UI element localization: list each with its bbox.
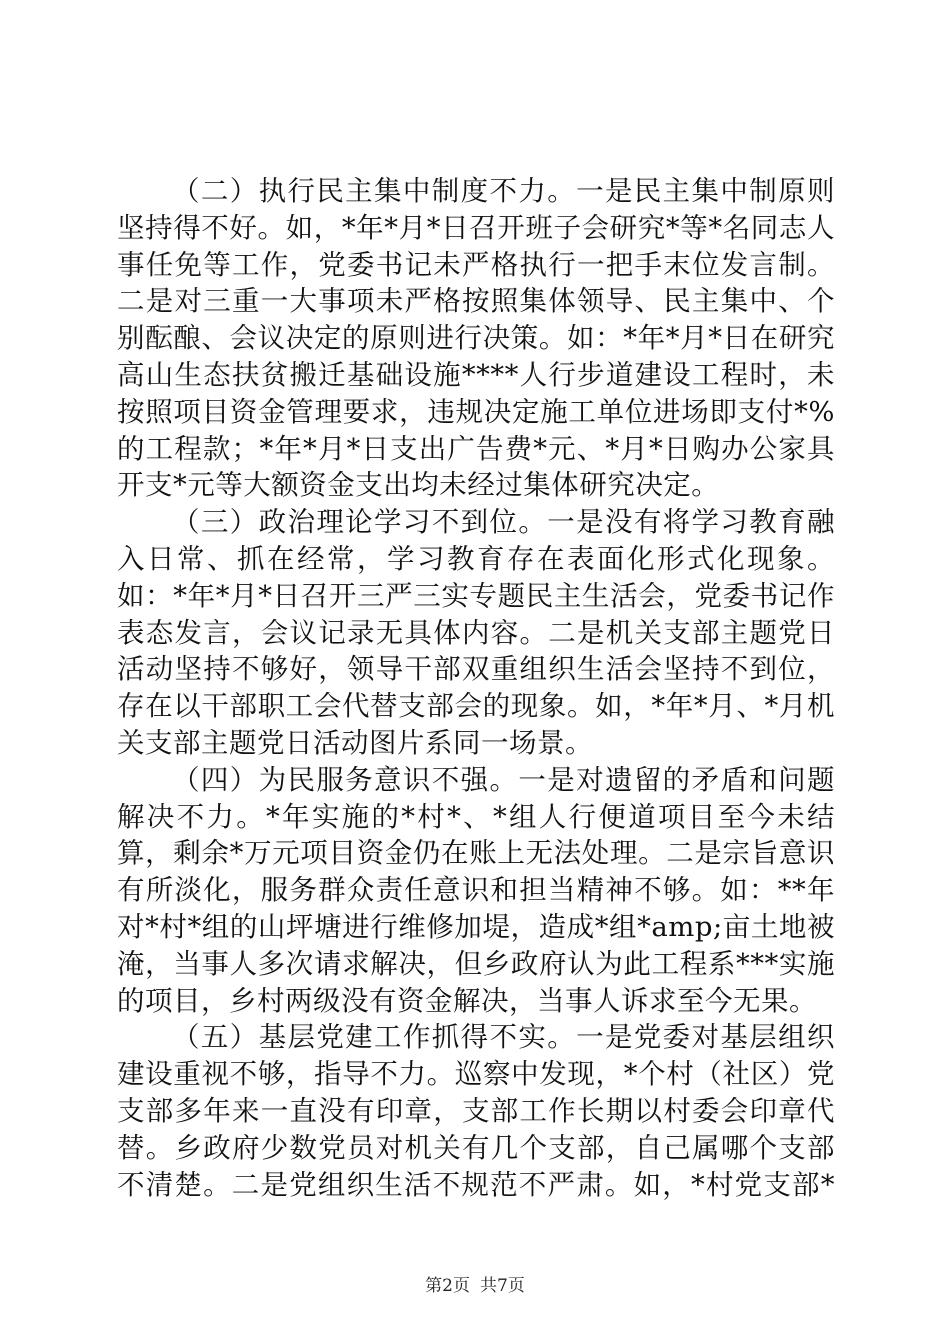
page-number-current: 第2页 — [425, 1276, 470, 1296]
paragraph-section-5: （五）基层党建工作抓得不实。一是党委对基层组织建设重视不够，指导不力。巡察中发现，*个村（社区）党支部多年来一直没有印章，支部工作长期以村委会印章代替。乡政府少数党员对机关有几个支部，自己属哪个支部不清楚。二是党组织生活不规范不严肃。如，*村党支部* — [117, 1021, 835, 1201]
page-footer — [0, 1275, 950, 1297]
paragraph-section-2: （二）执行民主集中制度不力。一是民主集中制原则坚持得不好。如，*年*月*日召开班子会研究*等*名同志人事任免等工作，党委书记未严格执行一把手末位发言制。二是对三重一大事项未严格按照集体领导、民主集中、个别酝酿、会议决定的原则进行决策。如：*年*月*日在研究高山生态扶贫搬迁基础设施****人行步道建设工程时，未按照项目资金管理要求，违规决定施工单位进场即支付*%的工程款；*年*月*日支出广告费*元、*月*日购办公家具开支*元等大额资金支出均未经过集体研究决定。 — [117, 175, 835, 502]
page-number-total: 共7页 — [480, 1276, 525, 1296]
document-body — [117, 173, 835, 1203]
paragraph-section-4: （四）为民服务意识不强。一是对遗留的矛盾和问题解决不力。*年实施的*村*、*组人行便道项目至今未结算，剩余*万元项目资金仍在账上无法处理。二是宗旨意识有所淡化，服务群众责任意识和担当精神不够。如：**年对*村*组的山坪塘进行维修加堤，造成*组*amp;亩土地被淹，当事人多次请求解决，但乡政府认为此工程系***实施的项目，乡村两级没有资金解决，当事人诉求至今无果。 — [117, 763, 835, 1017]
paragraph-section-3: （三）政治理论学习不到位。一是没有将学习教育融入日常、抓在经常，学习教育存在表面化形式化现象。如：*年*月*日召开三严三实专题民主生活会，党委书记作表态发言，会议记录无具体内容。二是机关支部主题党日活动坚持不够好，领导干部双重组织生活会坚持不到位，存在以干部职工会代替支部会的现象。如，*年*月、*月机关支部主题党日活动图片系同一场景。 — [117, 506, 835, 759]
